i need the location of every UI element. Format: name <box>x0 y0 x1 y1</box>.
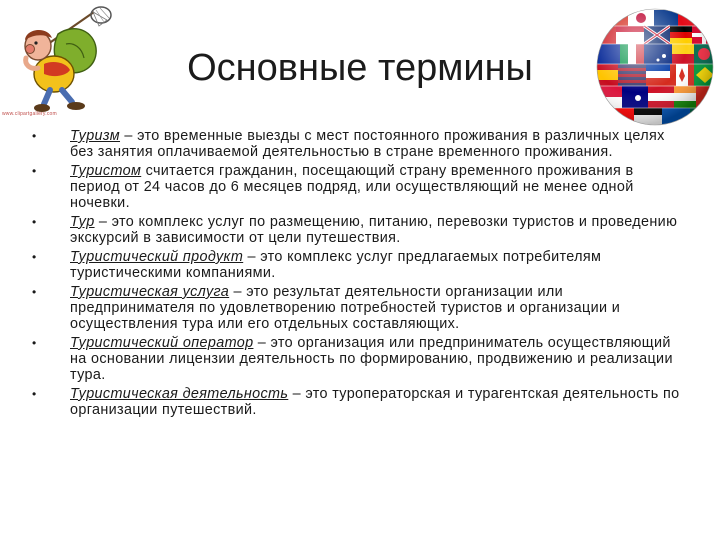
term-name: Туристический продукт <box>70 248 244 265</box>
bullet: • <box>32 335 37 350</box>
term-name: Туристическая деятельность <box>70 385 289 402</box>
bullet: • <box>32 129 37 143</box>
term-name: Туристом <box>70 163 142 179</box>
term-definition: – это результат деятельности организации или предпринимателя по удовлетворению потребностей туристов и организации и осуществления тура или его отдельных составляющих. <box>70 283 621 332</box>
term-name: Тур <box>70 213 95 230</box>
term-item <box>32 387 682 419</box>
term-definition: считается гражданин, посещающий страну временного проживания в период от 24 часов до 6 месяцев подряд, или осуществляющий не менее одной ночевки. <box>70 163 634 211</box>
term-definition: – это комплекс услуг по размещению, питанию, перевозки туристов и проведению экскурсий в зависимости от цели путешествия. <box>70 213 678 246</box>
bullet: • <box>32 284 37 299</box>
term-definition: – это комплекс услуг предлагаемых потребителям туристическими компаниями. <box>70 248 602 281</box>
term-name: Туристическая услуга <box>70 283 230 300</box>
hiker-illustration <box>8 4 112 116</box>
bullet: • <box>32 164 37 178</box>
clipart-credit: www.clipartgallery.com <box>2 111 57 117</box>
term-definition: – это организация или предприниматель осуществляющий на основании лицензии деятельность по формированию, продвижению и реализации тура. <box>70 334 673 383</box>
bullet: • <box>32 249 37 264</box>
flag-globe-illustration <box>594 6 716 128</box>
term-item <box>32 285 682 333</box>
term-item <box>32 129 682 161</box>
term-name: Туризм <box>70 128 121 144</box>
term-definition: – это временные выезды с мест постоянного проживания в различных целях без занятия оплачиваемой деятельностью в стране временного проживания. <box>70 128 665 160</box>
slide-title: Основные термины <box>187 47 533 89</box>
term-definition: – это туроператорская и турагентская деятельность по организации путешествий. <box>70 385 680 418</box>
term-item <box>32 250 682 282</box>
term-item <box>32 336 682 384</box>
bullet: • <box>32 386 37 401</box>
term-item <box>32 215 682 247</box>
term-item <box>32 164 682 212</box>
term-name: Туристический оператор <box>70 334 254 351</box>
terms-list <box>32 129 682 422</box>
bullet: • <box>32 214 37 229</box>
